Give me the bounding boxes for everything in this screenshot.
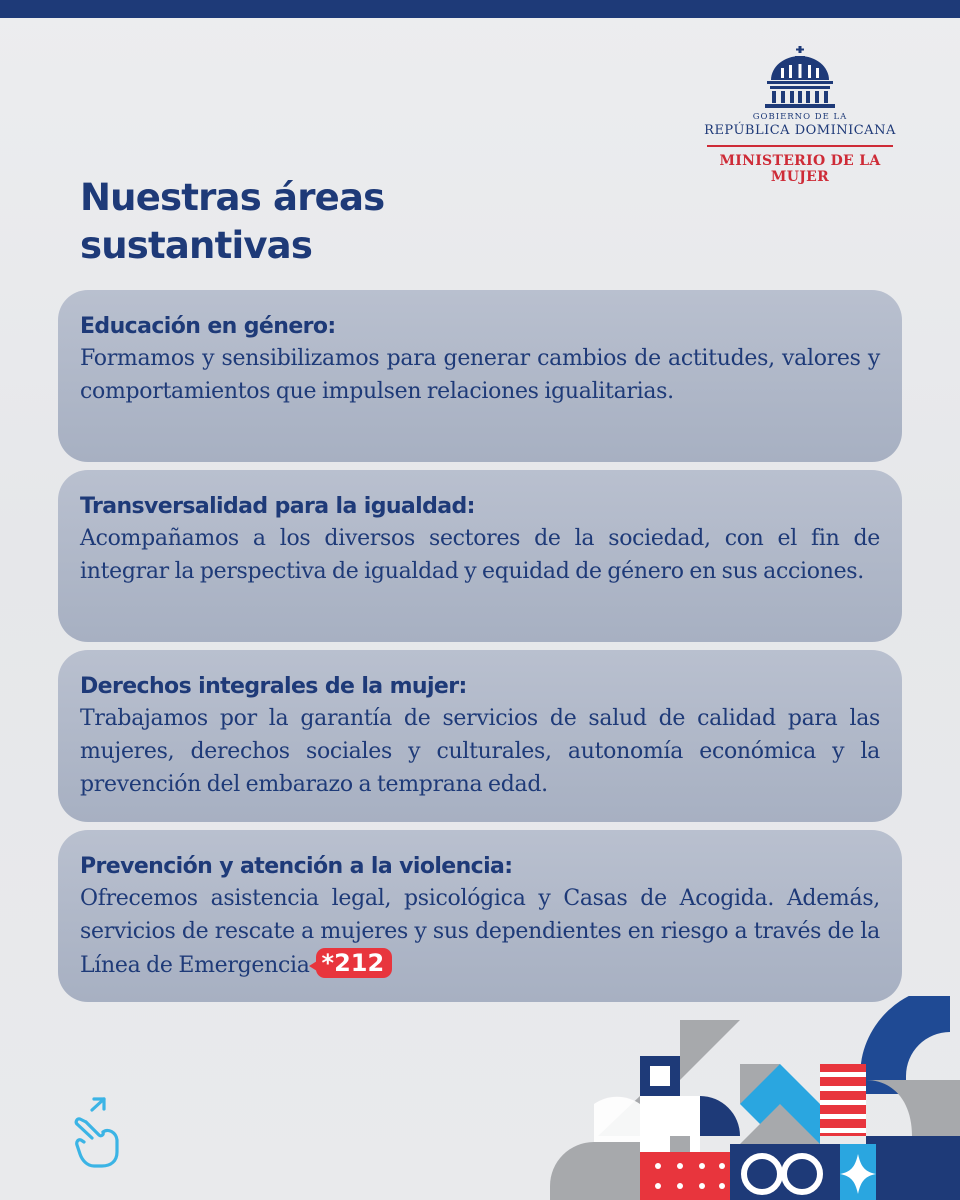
card-title: Derechos integrales de la mujer:	[80, 674, 467, 699]
card-body: Formamos y sensibilizamos para generar cambios de actitudes, valores y comportamientos que impulsen relaciones igualitarias.	[80, 346, 880, 404]
capitol-dome-icon	[762, 46, 838, 110]
title-line-2: sustantivas	[80, 224, 313, 267]
card-derechos	[58, 650, 902, 822]
card-educacion	[58, 290, 902, 462]
logo-divider	[707, 145, 893, 147]
card-body: Trabajamos por la garantía de servicios de salud de calidad para las mujeres, derechos sociales y culturales, autonomía económica y la prevención del embarazo a temprana edad.	[80, 706, 880, 797]
ministry-name: MINISTERIO DE LA MUJER	[719, 153, 881, 185]
emergency-hotline-badge[interactable]: *212	[316, 948, 393, 978]
top-bar	[0, 0, 960, 18]
card-body-text: Ofrecemos asistencia legal, psicológica y Casas de Acogida. Además, servicios de rescate a mujeres y sus dependientes en riesgo a través de la Línea de Emergencia	[80, 886, 880, 978]
page-title	[80, 174, 600, 270]
card-title: Prevención y atención a la violencia:	[80, 854, 513, 879]
gov-line-1: GOBIERNO DE LA	[752, 112, 848, 122]
geometric-decoration	[540, 996, 960, 1200]
card-transversalidad	[58, 470, 902, 642]
title-line-1: Nuestras áreas	[80, 176, 385, 219]
gov-line-2: REPÚBLICA DOMINICANA	[704, 123, 896, 138]
card-title: Transversalidad para la igualdad:	[80, 494, 475, 519]
card-body	[80, 882, 880, 982]
ministry-logo	[700, 46, 900, 185]
card-prevencion	[58, 830, 902, 1002]
card-title: Educación en género:	[80, 314, 336, 339]
card-body: Acompañamos a los diversos sectores de la sociedad, con el fin de integrar la perspectiva de igualdad y equidad de género en sus acciones.	[80, 526, 880, 584]
swipe-hand-icon[interactable]	[70, 1094, 126, 1174]
